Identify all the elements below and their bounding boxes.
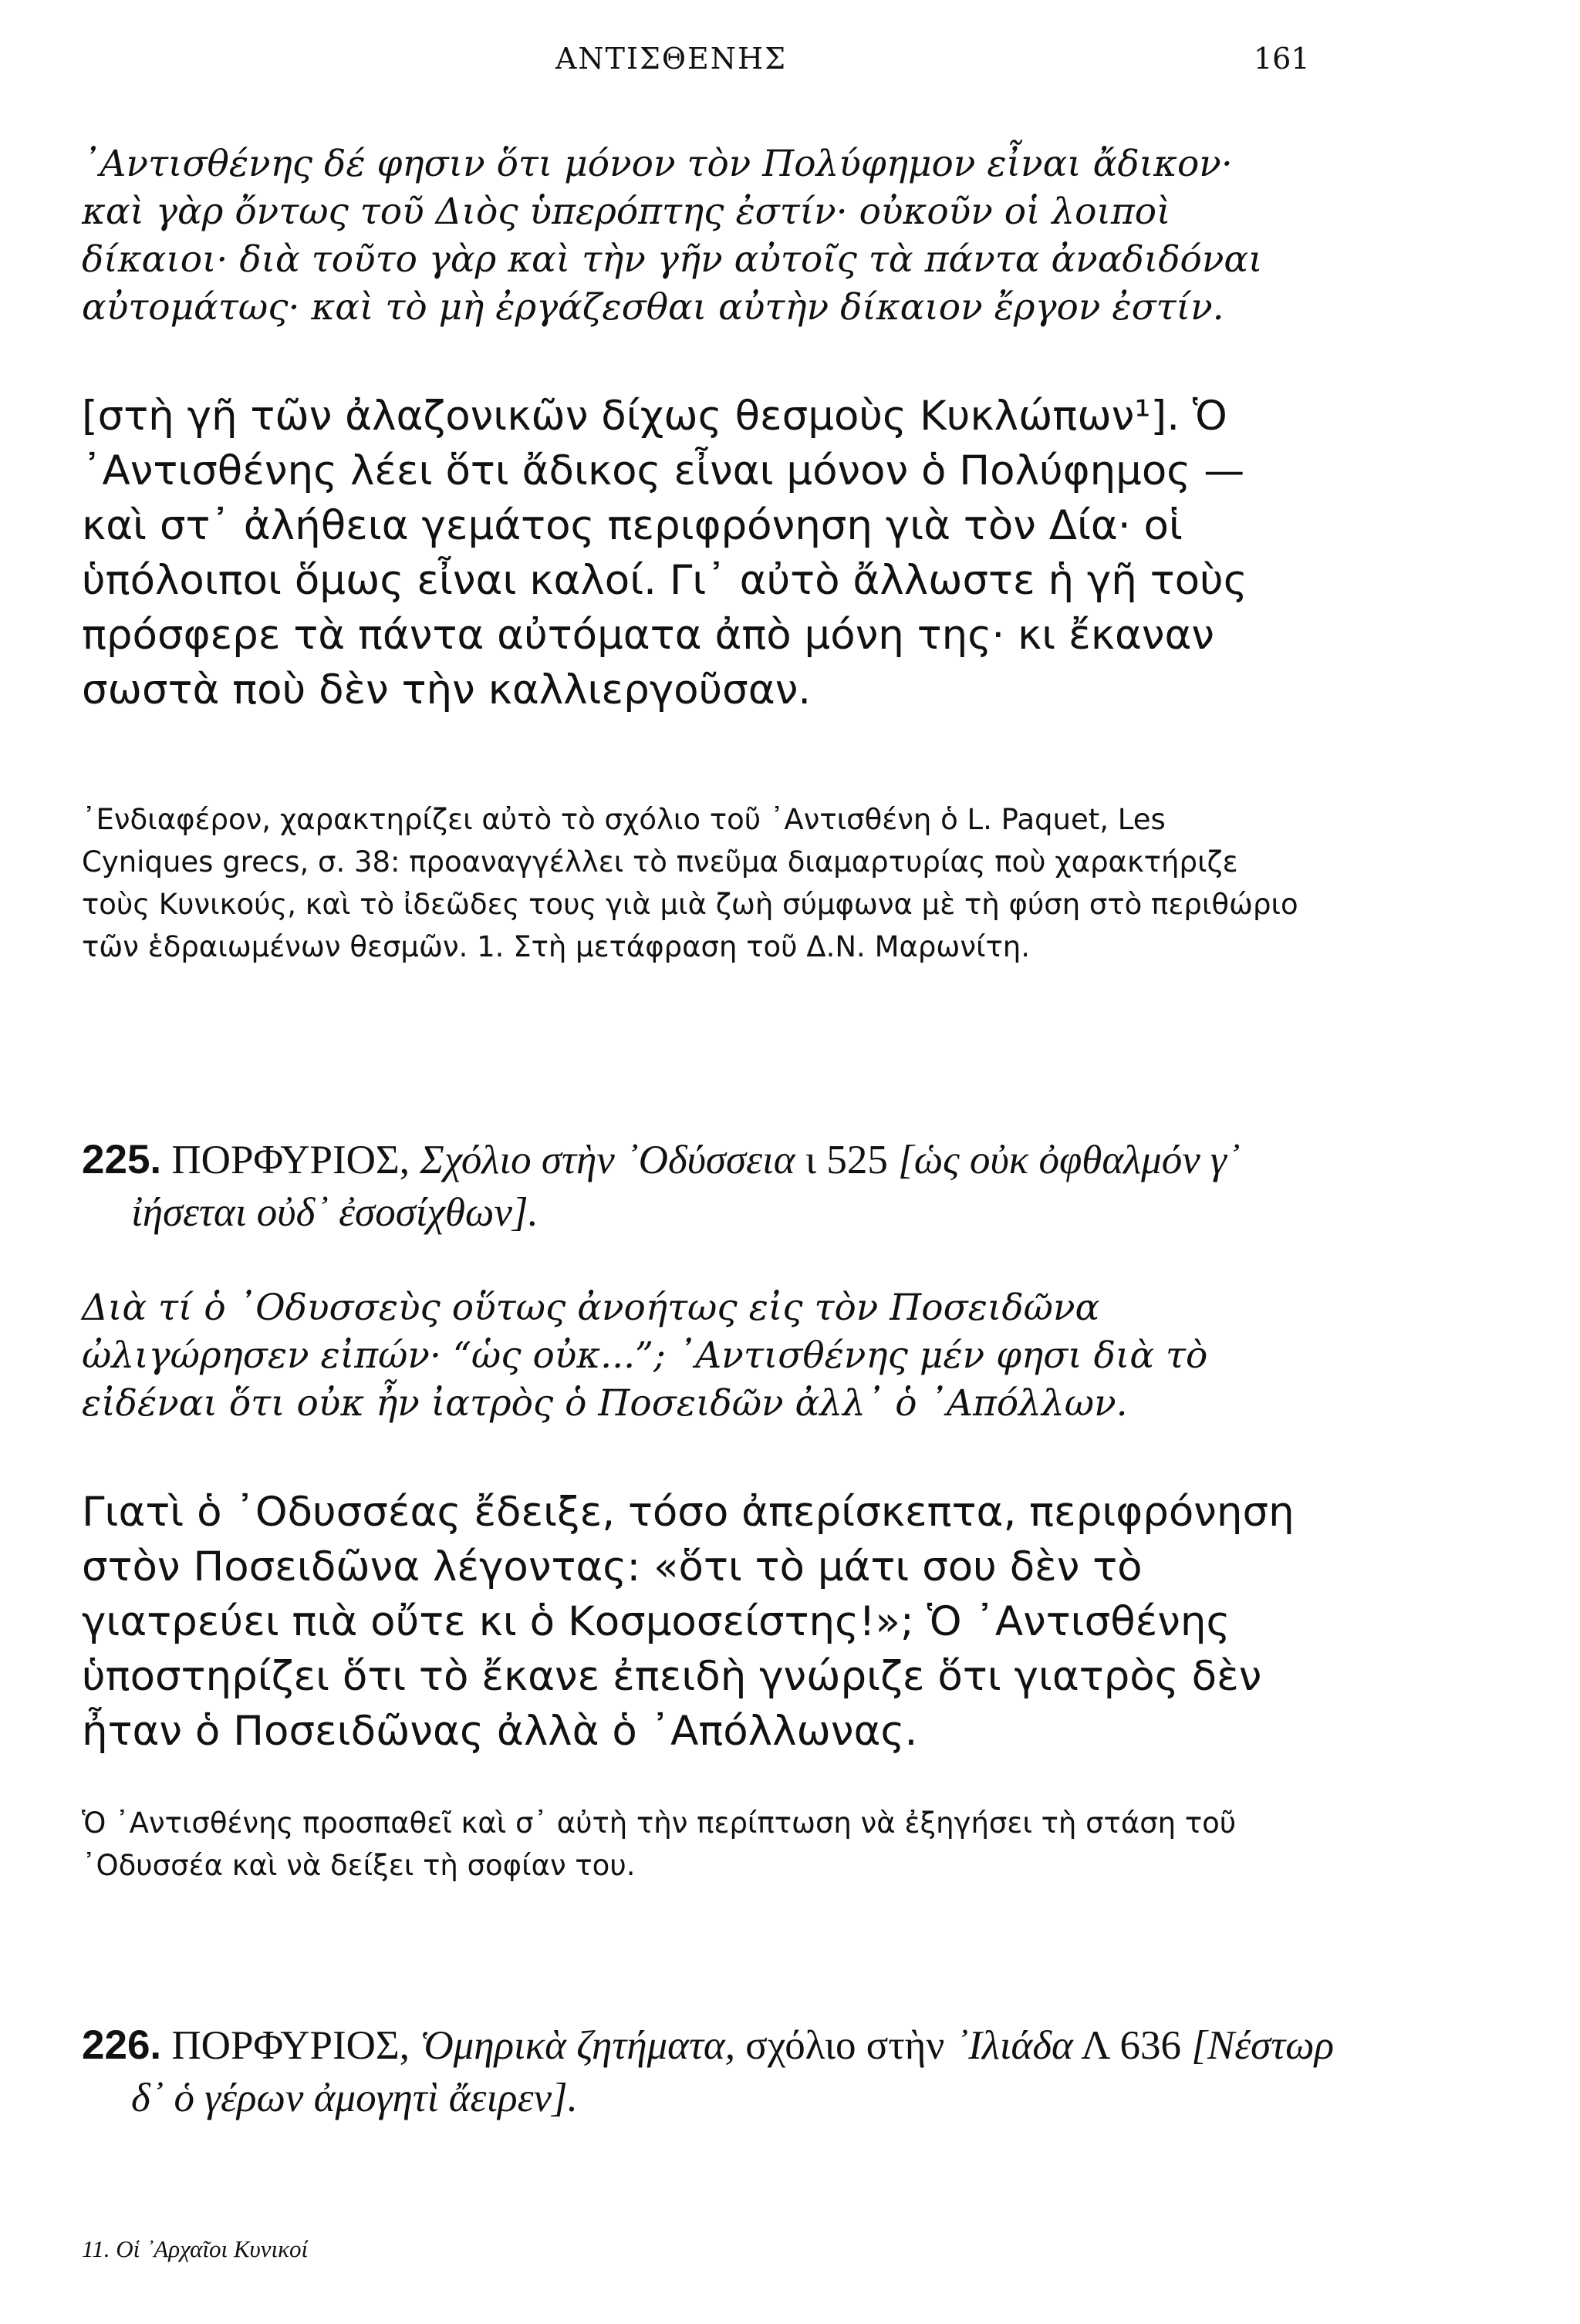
entry-author: ΠΟΡΦΥΡΙΟΣ,: [171, 1138, 410, 1182]
greek-original-text: Διὰ τί ὁ ᾽Οδυσσεὺς οὕτως ἀνοήτως εἰς τὸν Ποσειδῶνα ὠλιγώρησεν εἰπών· “ὡς οὐκ...”; ᾽Αντισθένης μέν φησι διὰ τὸ εἰδέναι ὅτι οὐκ ἦν ἰατρὸς ὁ Ποσειδῶν ἀλλ᾽ ὁ ᾽Απόλλων.: [82, 1287, 1208, 1425]
entry-connector: σχόλιο στὴν: [745, 2023, 945, 2068]
translation-text: Γιατὶ ὁ ᾽Οδυσσέας ἔδειξε, τόσο ἀπερίσκεπτα, περιφρόνηση στὸν Ποσειδῶνα λέγοντας: «ὅτι τὸ μάτι σου δὲν τὸ γιατρεύει πιὰ οὔτε κι ὁ Κοσμοσείστης!»; Ὁ ᾽Αντισθένης ὑποστηρίζει ὅτι τὸ ἔκανε ἐπειδὴ γνώριζε ὅτι γιατρὸς δὲν ἦταν ὁ Ποσειδῶνας ἀλλὰ ὁ ᾽Απόλλωνας.: [82, 1489, 1295, 1755]
translation-text: [στὴ γῆ τῶν ἀλαζονικῶν δίχως θεσμοὺς Κυκλώπων¹]. Ὁ ᾽Αντισθένης λέει ὅτι ἄδικος εἶναι μόνον ὁ Πολύφημος — καὶ στ᾽ ἀλήθεια γεμάτος περιφρόνηση γιὰ τὸν Δία· οἱ ὑπόλοιποι ὅμως εἶναι καλοί. Γι᾽ αὐτὸ ἄλλωστε ἡ γῆ τοὺς πρόσφερε τὰ πάντα αὐτόματα ἀπὸ μόνη της· κι ἔκαναν σωστὰ ποὺ δὲν τὴν καλλιεργοῦσαν.: [82, 393, 1247, 713]
commentary-note: Ὁ ᾽Αντισθένης προσπαθεῖ καὶ σ᾽ αὐτὴ τὴν περίπτωση νὰ ἐξηγήσει τὴ στάση τοῦ ᾽Οδυσσέα καὶ νὰ δείξει τὴ σοφίαν του.: [82, 1806, 1237, 1882]
entry-number: 225.: [82, 1137, 162, 1182]
page-number: 161: [1254, 42, 1310, 76]
entry-work-title: Ὁμηρικὰ ζητήματα,: [420, 2023, 736, 2068]
greek-original-text: ᾽Αντισθένης δέ φησιν ὅτι μόνον τὸν Πολύφημον εἶναι ἄδικον· καὶ γὰρ ὄντως τοῦ Διὸς ὑπερόπτης ἐστίν· οὐκοῦν οἱ λοιποὶ δίκαιοι· διὰ τοῦτο γὰρ καὶ τὴν γῆν αὐτοῖς τὰ πάντα ἀναδιδόναι αὐτομάτως· καὶ τὸ μὴ ἐργάζεσθαι αὐτὴν δίκαιον ἔργον ἐστίν.: [82, 143, 1263, 329]
entry-work-title: Σχόλιο στὴν ᾽Οδύσσεια: [420, 1138, 795, 1182]
entry-heading-225: [82, 1134, 1350, 1239]
running-head: [0, 42, 1580, 80]
entry-heading-226: [82, 2019, 1350, 2124]
entry-number: 226.: [82, 2022, 162, 2068]
entry-reference: ι 525: [805, 1138, 888, 1182]
entry-author: ΠΟΡΦΥΡΙΟΣ,: [171, 2023, 410, 2068]
entry-quoted-verse: [ὡς οὐκ ὀφθαλμόν γ᾽ ἰήσεται οὐδ᾽ ἐσοσίχθων].: [131, 1138, 1241, 1235]
entry-quoted-verse: [Νέστωρ δ᾽ ὁ γέρων ἀμογητὶ ἄειρεν].: [131, 2023, 1335, 2120]
signature-footer: 11. Οἱ ᾽Αρχαῖοι Κυνικοί: [82, 2235, 309, 2262]
entry-work-title: ᾽Ιλιάδα: [954, 2023, 1073, 2068]
running-title: ΑΝΤΙΣΘΕΝΗΣ: [555, 42, 788, 76]
entry-reference: Λ 636: [1081, 2023, 1181, 2068]
commentary-note: ᾽Ενδιαφέρον, χαρακτηρίζει αὐτὸ τὸ σχόλιο τοῦ ᾽Αντισθένη ὁ L. Paquet, Les Cyniques grecs, σ. 38: προαναγγέλλει τὸ πνεῦμα διαμαρτυρίας ποὺ χαρακτήριζε τοὺς Κυνικούς, καὶ τὸ ἰδεῶδες τους γιὰ μιὰ ζωὴ σύμφωνα μὲ τὴ φύση στὸ περιθώριο τῶν ἑδραιωμένων θεσμῶν. 1. Στὴ μετάφραση τοῦ Δ.Ν. Μαρωνίτη.: [82, 803, 1298, 963]
